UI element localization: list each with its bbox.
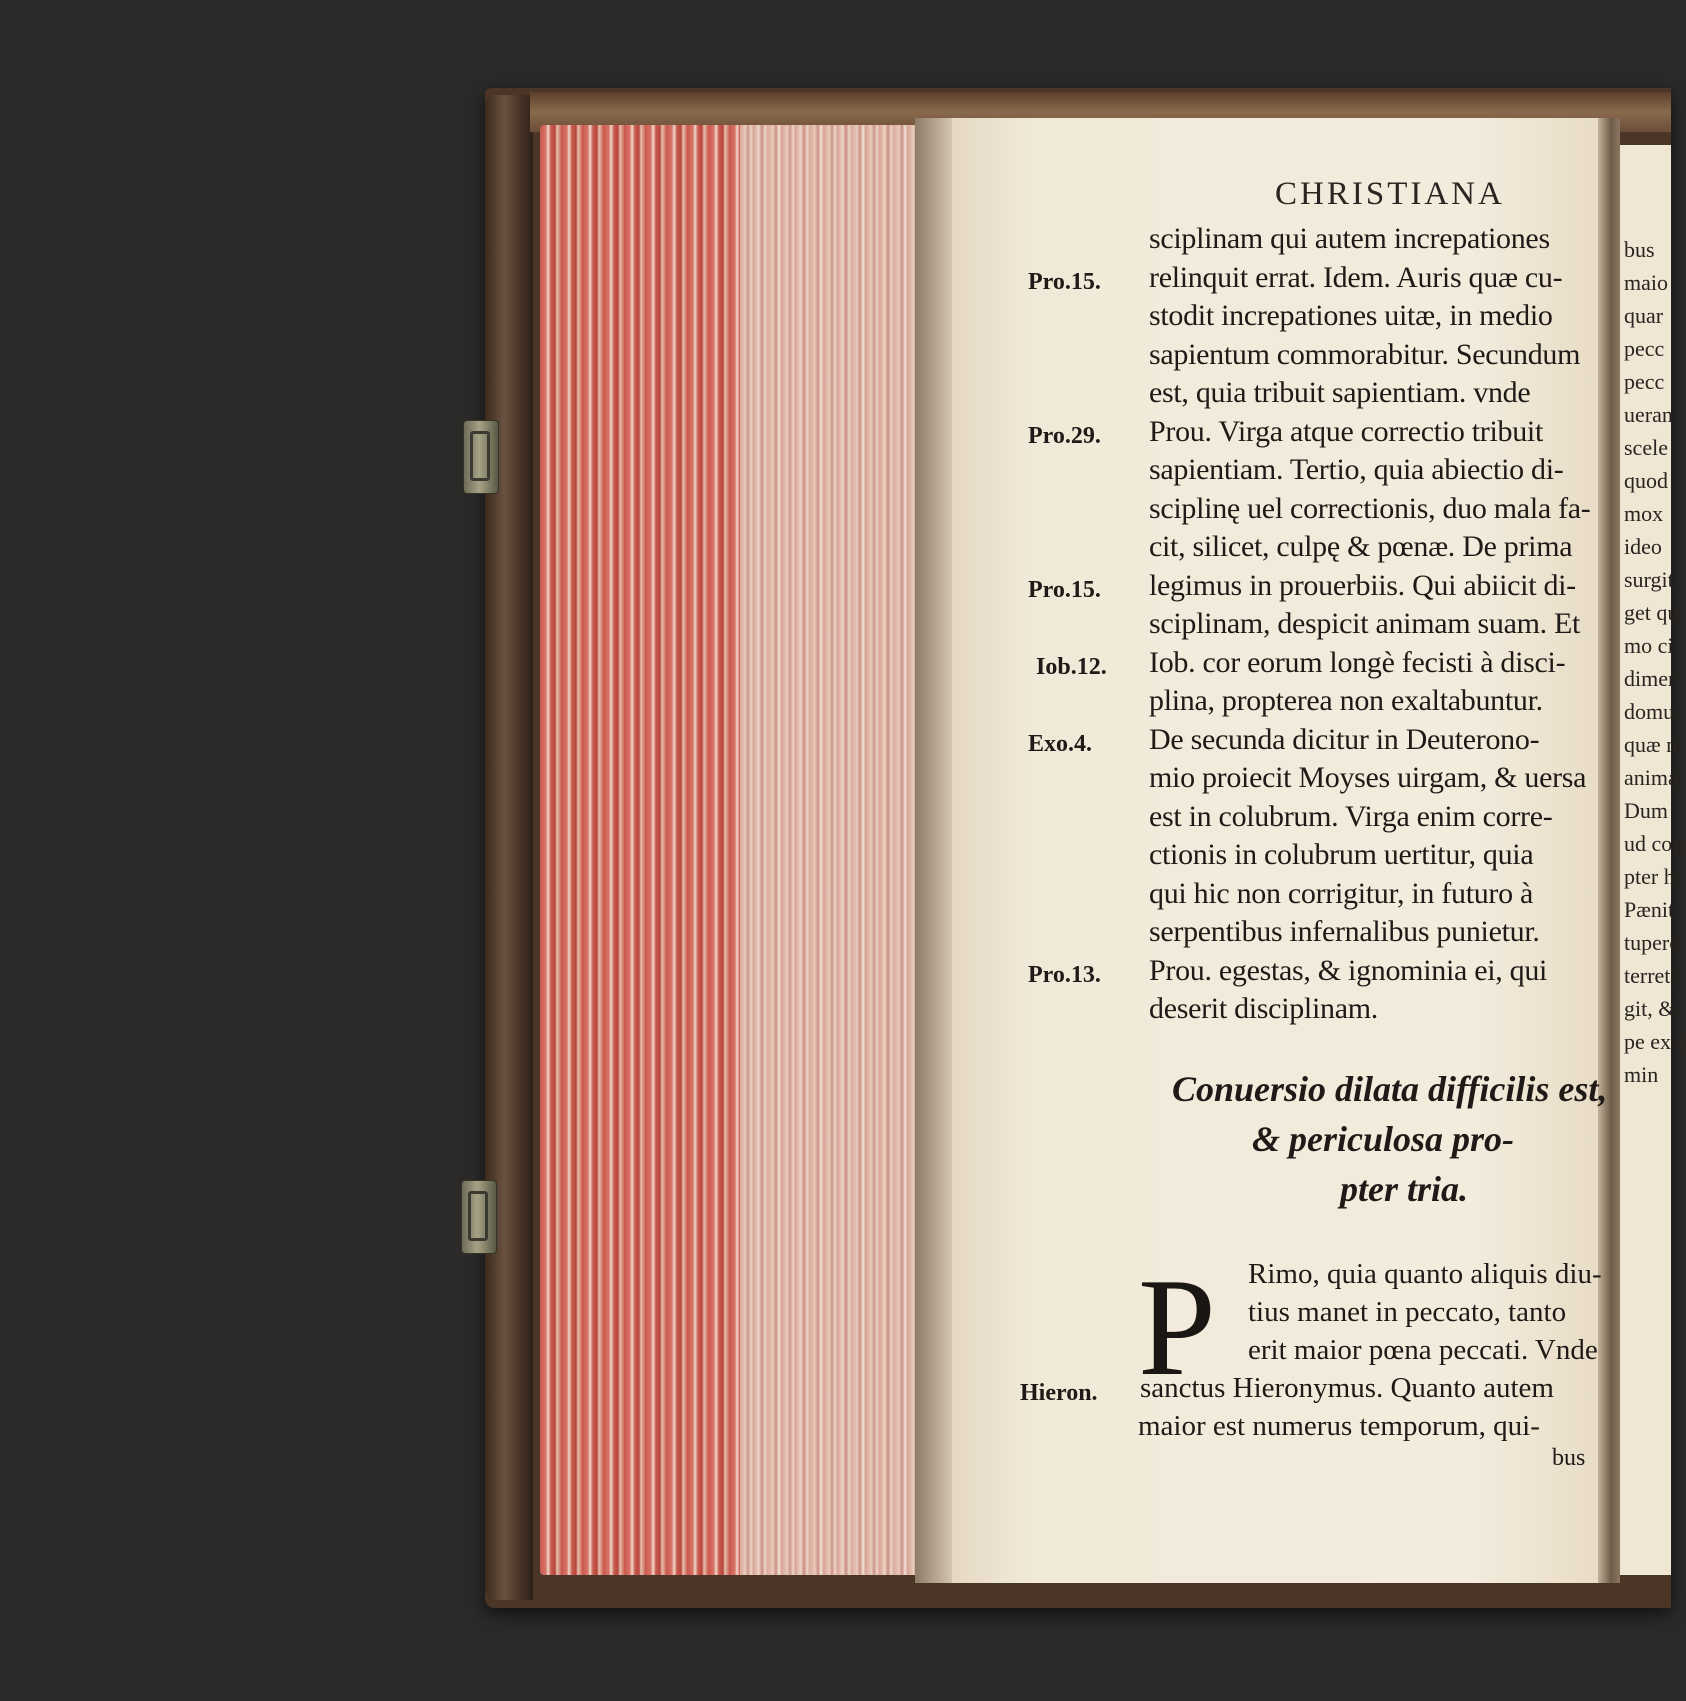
book-gutter <box>1598 118 1620 1583</box>
book-spine-edge <box>485 95 533 1600</box>
section-heading-line-2: & periculosa pro- <box>1252 1119 1515 1159</box>
facing-page-word: git, & <box>1624 996 1676 1021</box>
text-line: est, quia tribuit sapientiam. vnde <box>1149 376 1531 409</box>
section-text-line: erit maior pœna peccati. Vnde <box>1248 1334 1598 1366</box>
text-line: sciplinam, despicit animam suam. Et <box>1149 607 1581 640</box>
margin-note: Pro.13. <box>1028 961 1101 988</box>
text-line: ctionis in colubrum uertitur, quia <box>1149 838 1534 871</box>
facing-page-fragment <box>1620 145 1686 1575</box>
text-line: deserit disciplinam. <box>1149 992 1378 1025</box>
text-line: legimus in prouerbiis. Qui abiicit di- <box>1149 568 1576 602</box>
margin-note: Pro.29. <box>1028 422 1101 449</box>
facing-page-word: pecc <box>1624 369 1665 394</box>
text-line: Prou. Virga atque correctio tribuit <box>1149 414 1543 448</box>
text-line: mio proiecit Moyses uirgam, & uersa <box>1149 761 1587 794</box>
margin-note: Pro.15. <box>1028 576 1101 603</box>
text-line: sapientum commorabitur. Secundum <box>1149 337 1581 371</box>
facing-page-word: pe ex c <box>1624 1029 1686 1054</box>
facing-page-word: min <box>1624 1062 1659 1087</box>
facing-page-word: scele <box>1624 435 1668 460</box>
margin-note: Iob.12. <box>1036 653 1107 680</box>
drop-cap-initial: P <box>1138 1250 1216 1405</box>
facing-page-word: ideo <box>1624 534 1662 559</box>
page-edges-light <box>740 125 915 1575</box>
facing-page-word: Dum <box>1624 798 1668 823</box>
facing-page-word: mox <box>1624 501 1664 526</box>
facing-page-word: Pænit <box>1624 897 1675 922</box>
facing-page-word: domu <box>1624 699 1675 724</box>
upper-clasp <box>463 420 499 494</box>
section-text-line: Rimo, quia quanto aliquis diu- <box>1248 1258 1602 1290</box>
catchword: bus <box>1552 1445 1586 1471</box>
facing-page-word: ueran <box>1624 402 1673 427</box>
text-line: sciplinam qui autem increpationes <box>1149 222 1550 255</box>
text-line: relinquit errat. Idem. Auris quæ cu- <box>1149 260 1563 294</box>
text-line: sapientiam. Tertio, quia abiectio di- <box>1149 453 1564 486</box>
facing-page-word: dimer <box>1624 666 1676 691</box>
facing-page-word: terret; <box>1624 963 1677 988</box>
facing-page-word: get qu <box>1624 600 1679 625</box>
facing-page-word: anima <box>1624 765 1678 790</box>
text-line: qui hic non corrigitur, in futuro à <box>1149 876 1534 910</box>
section-heading-line-3: pter tria. <box>1340 1169 1469 1209</box>
text-line: stodit increpationes uitæ, in medio <box>1149 299 1553 332</box>
text-line: Prou. egestas, & ignominia ei, qui <box>1149 953 1548 987</box>
facing-page-word: quod <box>1624 468 1668 493</box>
text-line: plina, propterea non exaltabuntur. <box>1149 684 1543 717</box>
page-curl-shadow <box>915 118 955 1583</box>
text-line: serpentibus infernalibus punietur. <box>1149 915 1540 948</box>
section-text-line: tius manet in peccato, tanto <box>1248 1296 1567 1328</box>
facing-page-word: pecc <box>1624 336 1665 361</box>
margin-note: Pro.15. <box>1028 268 1101 295</box>
facing-page-word: quæ n <box>1624 732 1678 757</box>
text-line: sciplinę uel correctionis, duo mala fa- <box>1149 491 1591 525</box>
facing-page-word: surgit <box>1624 567 1674 592</box>
margin-note: Hieron. <box>1020 1380 1098 1406</box>
lower-clasp <box>461 1180 497 1254</box>
facing-page-word: pter h <box>1624 864 1675 889</box>
section-heading-line-1: Conuersio dilata difficilis est, <box>1172 1069 1608 1109</box>
text-line: De secunda dicitur in Deuterono- <box>1149 722 1540 756</box>
margin-note: Exo.4. <box>1028 730 1093 757</box>
running-head: CHRISTIANA <box>1275 176 1505 212</box>
facing-page-word: quar <box>1624 303 1664 328</box>
text-line: est in colubrum. Virga enim corre- <box>1149 799 1553 833</box>
section-text-line: maior est numerus temporum, qui- <box>1138 1410 1540 1442</box>
text-line: Iob. cor eorum longè fecisti à disci- <box>1149 645 1566 679</box>
facing-page-word: mo ci <box>1624 633 1674 658</box>
facing-page-word: maio <box>1624 270 1668 295</box>
text-line: cit, silicet, culpę & pœnæ. De prima <box>1149 530 1573 563</box>
facing-page-word: tupero <box>1624 930 1681 955</box>
facing-page-word: bus <box>1624 237 1655 262</box>
section-text-line: sanctus Hieronymus. Quanto autem <box>1140 1372 1554 1404</box>
facing-page-word: ud cog <box>1624 831 1684 856</box>
